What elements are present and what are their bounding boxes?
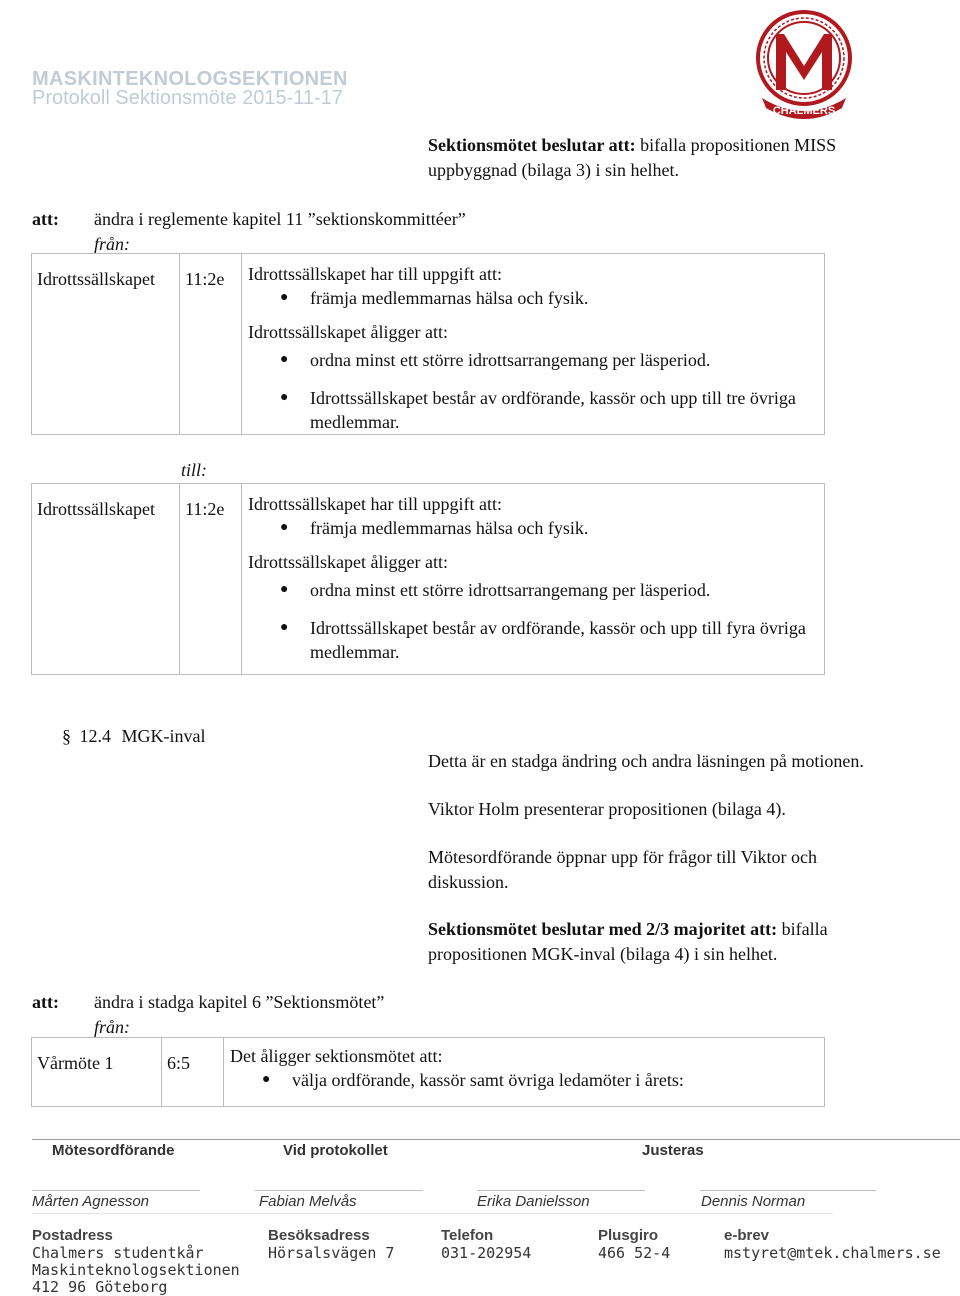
section-number: 12.4 (79, 726, 111, 746)
header-org: MASKINTEKNOLOGSEKTIONEN (32, 68, 348, 90)
list-item: ● Idrottssällskapet består av ordförande, kassör och upp till fyra övriga medlemmar. (280, 618, 806, 662)
section-p1: Detta är en stadga ändring och andra läsningen på motionen. (428, 751, 864, 771)
regulation-table-varmote (31, 1037, 825, 1107)
signature-line (32, 1190, 200, 1191)
email-link[interactable]: mstyret@mtek.chalmers.se (724, 1244, 941, 1262)
contact-header-ebrev: e-brev (724, 1227, 770, 1244)
decision-1-bold: Sektionsmötet beslutar att: (428, 135, 636, 155)
postadress-line-2: Maskinteknologsektionen (32, 1261, 240, 1279)
postadress-line-1: Chalmers studentkår (32, 1244, 204, 1262)
signer-name-4: Dennis Norman (701, 1193, 806, 1210)
table-to-section: 11:2e (180, 484, 242, 675)
bullet-icon: ● (280, 390, 289, 405)
decision-1-line-2: uppbyggnad (bilaga 3) i sin helhet. (428, 160, 679, 180)
decision-2-line-1 (428, 917, 828, 941)
besoksadress: Hörsalsvägen 7 (268, 1244, 395, 1262)
table-to-name: Idrottssällskapet (32, 484, 180, 675)
signer-name-2: Fabian Melvås (259, 1193, 357, 1210)
footer-thin-divider (32, 1213, 833, 1214)
logo-text: CHALMERS (772, 105, 836, 117)
section-p3-line-1: Mötesordförande öppnar upp för frågor till Viktor och (428, 847, 817, 867)
table-from-section: 11:2e (180, 254, 242, 435)
list-item: ● ordna minst ett större idrottsarrangemang per läsperiod. (280, 350, 711, 370)
chalmers-logo (752, 6, 856, 124)
footer-role-adjuster: Justeras (642, 1142, 704, 1159)
list-item: ● främja medlemmarnas hälsa och fysik. (280, 518, 589, 538)
telefon: 031-202954 (441, 1244, 532, 1262)
bullet-icon: ● (280, 620, 289, 635)
amend-1-from-label: från: (94, 234, 130, 254)
list-item: ● välja ordförande, kassör samt övriga ledamöter i årets: (262, 1070, 684, 1090)
regulation-table-from (31, 253, 825, 435)
bullet-icon: ● (280, 290, 289, 305)
list-item: ● ordna minst ett större idrottsarrangemang per läsperiod. (280, 580, 711, 600)
footer-role-chair: Mötesordförande (52, 1142, 175, 1159)
signature-line (700, 1190, 876, 1191)
table-vm-section: 6:5 (162, 1038, 224, 1107)
table-vm-intro: Det åligger sektionsmötet att: (230, 1046, 443, 1066)
amend-1-text: ändra i reglemente kapitel 11 ”sektionskommittéer” (94, 209, 466, 229)
decision-1-rest: bifalla propositionen MISS (635, 135, 837, 155)
decision-2-bold: Sektionsmötet beslutar med 2/3 majoritet att: (428, 919, 778, 939)
signature-line (477, 1190, 645, 1191)
table-from-intro-1: Idrottssällskapet har till uppgift att: (248, 264, 502, 284)
table-to-intro-1: Idrottssällskapet har till uppgift att: (248, 494, 502, 514)
bullet-icon: ● (262, 1072, 271, 1087)
decision-1-line-1 (428, 133, 836, 157)
amend-1-to-label: till: (181, 460, 207, 480)
signature-line (255, 1190, 423, 1191)
table-to-body (242, 484, 825, 675)
regulation-table-to (31, 483, 825, 675)
amend-2-text: ändra i stadga kapitel 6 ”Sektionsmötet” (94, 992, 385, 1012)
signer-name-1: Mårten Agnesson (32, 1193, 150, 1210)
footer-divider (32, 1139, 960, 1140)
table-vm-name: Vårmöte 1 (32, 1038, 162, 1107)
decision-2-rest: bifalla (777, 919, 828, 939)
amend-2-att-label: att: (32, 992, 59, 1012)
bullet-icon: ● (280, 352, 289, 367)
table-vm-body (224, 1038, 825, 1107)
list-item: ● främja medlemmarnas hälsa och fysik. (280, 288, 589, 308)
section-p3-line-2: diskussion. (428, 872, 509, 892)
table-to-intro-2: Idrottssällskapet åligger att: (248, 552, 448, 572)
table-from-intro-2: Idrottssällskapet åligger att: (248, 322, 448, 342)
signer-name-3: Erika Danielsson (477, 1193, 590, 1210)
bullet-icon: ● (280, 582, 289, 597)
decision-2-line-2: propositionen MGK-inval (bilaga 4) i sin helhet. (428, 944, 778, 964)
section-title: MGK-inval (121, 726, 206, 746)
amend-1-att-label: att: (32, 209, 59, 229)
table-from-body (242, 254, 825, 435)
bullet-icon: ● (280, 520, 289, 535)
table-from-name: Idrottssällskapet (32, 254, 180, 435)
footer-role-secretary: Vid protokollet (283, 1142, 388, 1159)
contact-header-telefon: Telefon (441, 1227, 494, 1244)
section-heading (62, 724, 206, 748)
section-symbol: § (62, 726, 71, 746)
plusgiro: 466 52-4 (598, 1244, 671, 1262)
contact-header-postadress: Postadress (32, 1227, 113, 1244)
list-item: ● Idrottssällskapet består av ordförande, kassör och upp till tre övriga medlemmar. (280, 388, 796, 432)
postadress-line-3: 412 96 Göteborg (32, 1278, 168, 1296)
contact-header-besoksadress: Besöksadress (268, 1227, 370, 1244)
header-subtitle: Protokoll Sektionsmöte 2015-11-17 (32, 87, 343, 109)
amend-2-from-label: från: (94, 1017, 130, 1037)
section-p2: Viktor Holm presenterar propositionen (bilaga 4). (428, 799, 786, 819)
contact-header-plusgiro: Plusgiro (598, 1227, 659, 1244)
